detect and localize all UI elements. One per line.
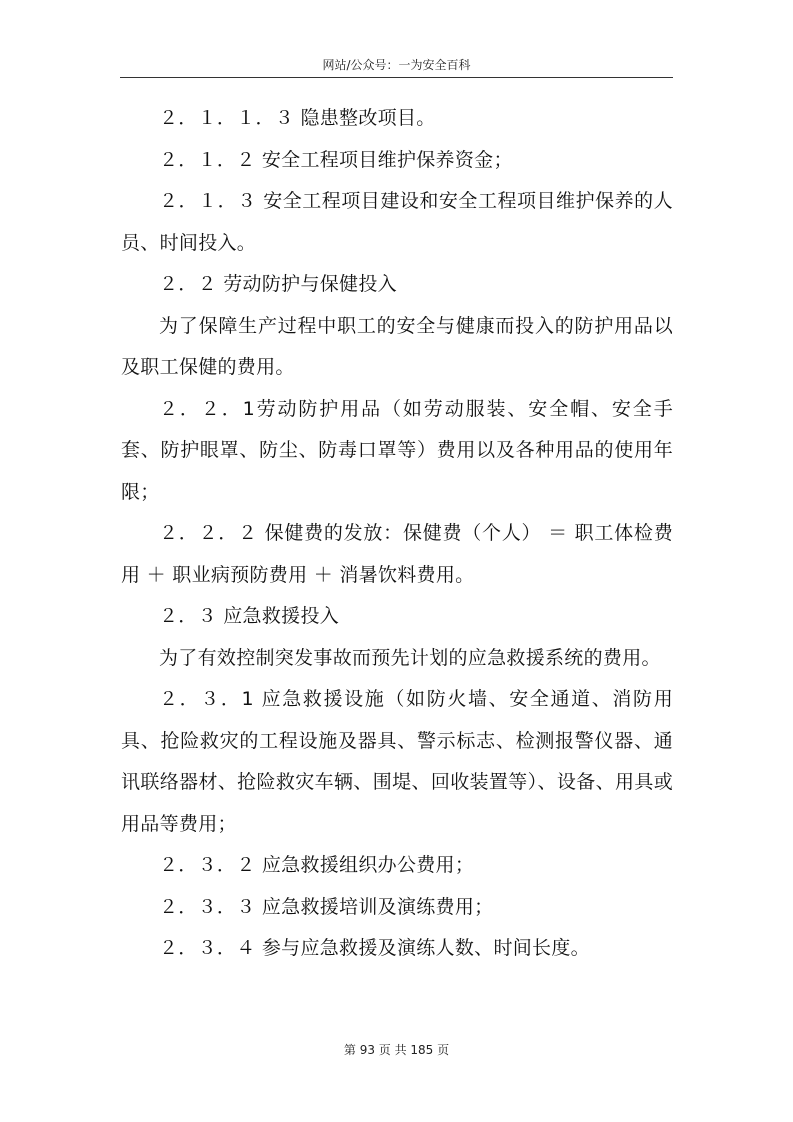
- page-number-footer: 第 93 页 共 185 页: [343, 1043, 450, 1057]
- paragraph-2-1-3: ２．１．３ 安全工程项目建设和安全工程项目维护保养的人员、时间投入。: [121, 190, 673, 254]
- paragraph-2-2-1: ２．２．1劳动防护用品（如劳动服装、安全帽、安全手套、防护眼罩、防尘、防毒口罩等）费用以及各种用品的使用年限；: [121, 397, 673, 503]
- paragraph-2-3-2: ２．３．２ 应急救援组织办公费用；: [159, 854, 475, 876]
- section-heading-2-2: ２．２ 劳动防护与保健投入: [159, 273, 397, 295]
- paragraph-2-1-1-3: ２．１．１．３ 隐患整改项目。: [159, 107, 436, 129]
- paragraph-2-2-2: ２．２．２ 保健费的发放：保健费（个人） ＝ 职工体检费用 ＋ 职业病预防费用 ＋ 消暑饮料费用。: [121, 522, 673, 586]
- paragraph-2-3-intro: 为了有效控制突发事故而预先计划的应急救援系统的费用。: [159, 646, 661, 669]
- paragraph-2-3-1: ２．３．1 应急救援设施（如防火墙、安全通道、消防用具、抢险救灾的工程设施及器具、警示标志、检测报警仪器、通讯联络器材、抢险救灾车辆、围堤、回收装置等）、设备、用具或用品等费用；: [121, 688, 673, 835]
- header-divider: [120, 77, 673, 78]
- section-heading-2-3: ２．３ 应急救援投入: [159, 605, 340, 627]
- page-header: 网站/公众号：一为安全百科: [322, 58, 471, 72]
- paragraph-2-1-2: ２．１．２ 安全工程项目维护保养资金；: [159, 148, 513, 171]
- paragraph-2-3-3: ２．３．３ 应急救援培训及演练费用；: [159, 895, 494, 918]
- document-body: [121, 98, 673, 970]
- paragraph-2-3-4: ２．３．４ 参与应急救援及演练人数、时间长度。: [159, 937, 590, 959]
- paragraph-2-2-intro: 为了保障生产过程中职工的安全与健康而投入的防护用品以及职工保健的费用。: [121, 314, 673, 378]
